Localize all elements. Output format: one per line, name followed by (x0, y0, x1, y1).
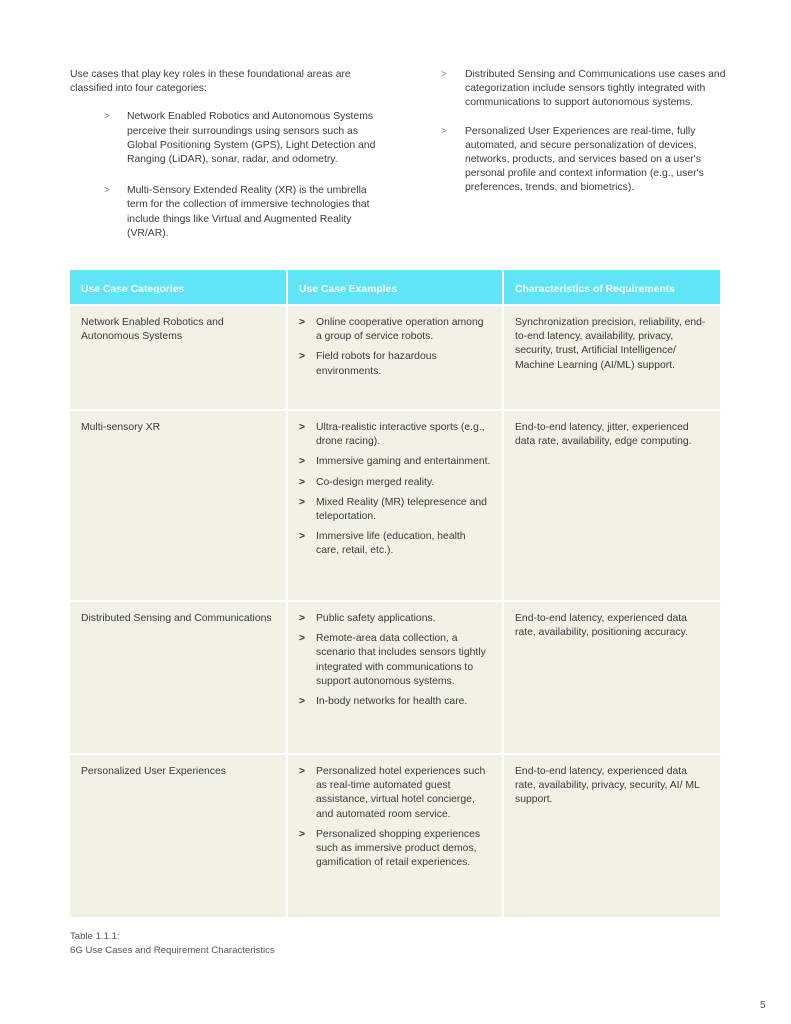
bullet-marker: > (441, 69, 447, 80)
intro-bullet-text: Network Enabled Robotics and Autonomous Systems perceive their surroundings using sensors such as Global Positioning System (GPS), Light Detection and Ranging (LiDAR), sonar, radar, and odometry. (127, 111, 376, 166)
requirements-cell: End-to-end latency, experienced data rate, availability, positioning accuracy. (503, 601, 720, 754)
header-characteristics: Characteristics of Requirements (503, 270, 720, 305)
bullet-marker: > (299, 766, 306, 777)
intro-bullet-xr (70, 184, 390, 241)
header-use-case-examples: Use Case Examples (287, 270, 503, 305)
example-text: Field robots for hazardous environments. (316, 351, 437, 377)
requirements-cell: End-to-end latency, jitter, experienced data rate, availability, edge computing. (503, 410, 720, 601)
example-text: Co-design merged reality. (316, 476, 435, 488)
table-row (70, 754, 720, 918)
example-text: Online cooperative operation among a group of service robots. (316, 317, 484, 343)
list-item (299, 695, 491, 709)
intro-right-column (441, 68, 731, 210)
table-row (70, 305, 720, 410)
bullet-marker: > (299, 633, 306, 645)
intro-bullet-robotics (70, 110, 390, 167)
bullet-marker: > (299, 422, 306, 433)
bullet-marker: > (441, 125, 447, 137)
bullet-marker: > (299, 351, 306, 363)
intro-bullet-text: Personalized User Experiences are real-time, fully automated, and secure personalization of devices, networks, products, and services based on a user's personal profile and context information (e.g., user's preferences, trends, and biometrics). (465, 125, 704, 194)
page-number: 5 (760, 1000, 766, 1011)
example-text: In-body networks for health care. (316, 696, 468, 708)
bullet-marker: > (104, 185, 110, 197)
bullet-marker: > (104, 111, 110, 123)
category-cell: Multi-sensory XR (70, 410, 287, 601)
example-text: Remote-area data collection, a scenario that includes sensors tightly integrated with communications to support autonomous systems. (316, 633, 486, 687)
caption-label: Table 1.1.1: (70, 931, 120, 942)
list-item (299, 476, 491, 490)
list-item (299, 765, 491, 822)
example-text: Ultra-realistic interactive sports (e.g., drone racing). (316, 422, 485, 448)
use-case-table (70, 270, 720, 919)
intro-left-column (70, 68, 390, 258)
examples-cell (287, 754, 503, 918)
intro-bullet-personalized (441, 125, 731, 196)
intro-bullet-sensing (441, 68, 731, 111)
caption-title: 6G Use Cases and Requirement Characteristics (70, 945, 275, 956)
list-item (299, 530, 491, 558)
example-text: Personalized shopping experiences such as immersive product demos, gamification of retail experiences. (316, 828, 481, 869)
bullet-marker: > (299, 696, 306, 708)
category-cell: Network Enabled Robotics and Autonomous Systems (70, 305, 287, 410)
bullet-marker: > (299, 613, 306, 624)
table-header-row (70, 270, 720, 305)
bullet-marker: > (299, 496, 306, 508)
table-row (70, 410, 720, 601)
bullet-marker: > (299, 531, 306, 543)
list-item (299, 316, 491, 344)
table-caption (70, 930, 275, 958)
examples-cell (287, 601, 503, 754)
category-cell: Personalized User Experiences (70, 754, 287, 918)
list-item (299, 496, 491, 524)
bullet-marker: > (299, 828, 306, 840)
example-text: Immersive life (education, health care, retail, etc.). (316, 531, 466, 557)
bullet-marker: > (299, 476, 306, 488)
list-item (299, 455, 491, 469)
intro-bullet-text: Distributed Sensing and Communications use cases and categorization include sensors tightly integrated with communications to support autonomous systems. (465, 69, 726, 109)
intro-paragraph: Use cases that play key roles in these foundational areas are classified into four categories: (70, 69, 351, 95)
example-text: Immersive gaming and entertainment. (316, 456, 491, 468)
example-text: Public safety applications. (316, 613, 436, 624)
examples-cell (287, 305, 503, 410)
bullet-marker: > (299, 317, 306, 328)
example-text: Mixed Reality (MR) telepresence and teleportation. (316, 496, 487, 523)
list-item (299, 421, 491, 449)
example-text: Personalized hotel experiences such as real-time automated guest assistance, virtual hotel concierge, and automated room service. (316, 766, 486, 820)
category-cell: Distributed Sensing and Communications (70, 601, 287, 754)
requirements-cell: End-to-end latency, experienced data rate, availability, privacy, security, AI/ ML support. (503, 754, 720, 918)
list-item (299, 828, 491, 871)
list-item (299, 632, 491, 689)
header-use-case-categories: Use Case Categories (70, 270, 287, 305)
table-row (70, 601, 720, 754)
requirements-cell: Synchronization precision, reliability, end-to-end latency, availability, privacy, security, trust, Artificial Intelligence/ Machine Learning (AI/ML) support. (503, 305, 720, 410)
bullet-marker: > (299, 456, 306, 468)
list-item (299, 612, 491, 626)
list-item (299, 350, 491, 378)
examples-cell (287, 410, 503, 601)
intro-bullet-text: Multi-Sensory Extended Reality (XR) is the umbrella term for the collection of immersive technologies that include things like Virtual and Augmented Reality (VR/AR). (127, 185, 370, 239)
